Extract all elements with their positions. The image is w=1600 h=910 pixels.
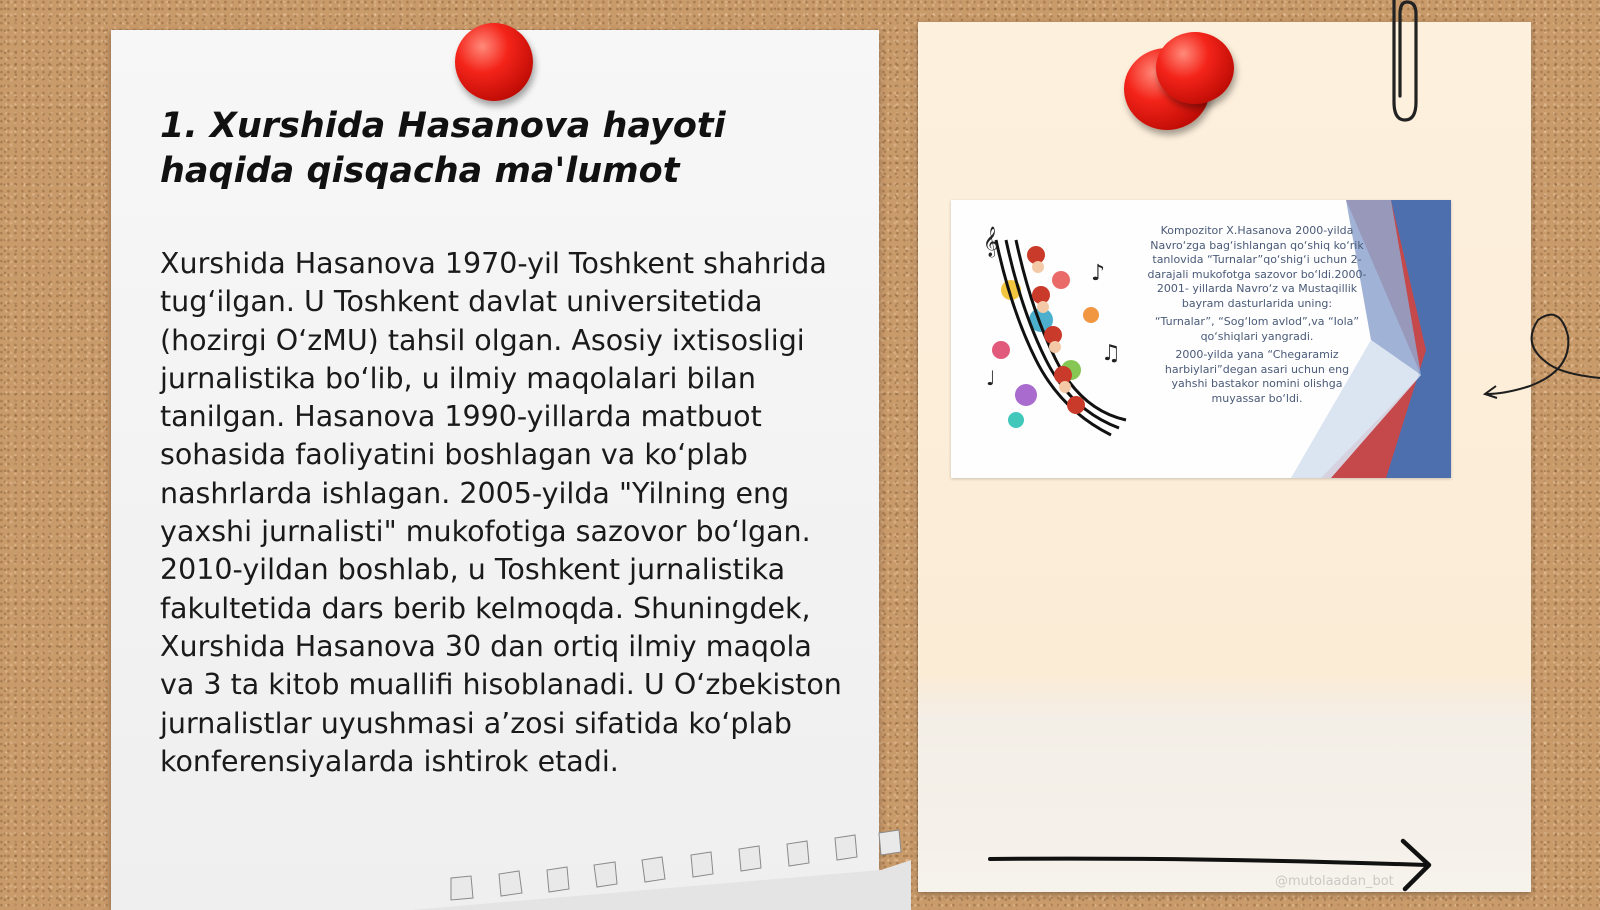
red-pushpin-right-front — [1156, 32, 1234, 104]
page-title: 1. Xurshida Hasanova hayoti haqida qisqacha ma'lumot — [160, 106, 726, 191]
svg-text:♩: ♩ — [986, 366, 996, 390]
watermark: @mutolaadan_bot — [1275, 874, 1394, 889]
red-pushpin-left — [455, 23, 533, 101]
paperclip-icon — [1378, 0, 1422, 125]
slide-paragraph-2: “Turnalar”, “Sog‘lom avlod”,va “Iola” qo‘shiqlari yangradi. — [1154, 315, 1360, 343]
svg-text:♫: ♫ — [1101, 341, 1121, 366]
string-doodle — [1480, 310, 1600, 410]
slide-paragraph-1: Kompozitor X.Hasanova 2000-yilda Navro‘zga bag‘ishlangan qo‘shiq ko‘rik tanlovida “Turnalar”qo‘shig‘i uchun 2-darajali mukofotga sazovor bo‘ldi.2000-2001- yillarda Navro‘z va Mustaqillik bayram dasturlarida uning: — [1147, 224, 1367, 310]
svg-text:𝄞: 𝄞 — [983, 227, 999, 257]
slide-image — [951, 200, 1451, 478]
svg-text:♪: ♪ — [1091, 261, 1106, 286]
torn-paper-edge — [411, 800, 911, 910]
slide-caption — [1146, 224, 1368, 410]
biography-text: Xurshida Hasanova 1970-yil Toshkent shahrida tug‘ilgan. U Toshkent davlat universitetida (hozirgi O‘zMU) tahsil olgan. Asosiy ixtisosligi jurnalistika bo‘lib, u ilmiy maqolalari bilan tanilgan. Hasanova 1990-yillarda matbuot sohasida faoliyatini boshlagan va ko‘plab nashrlarda ishlagan. 2005-yilda "Yilning eng yaxshi jurnalisti" mukofotiga sazovor bo‘lgan. 2010-yildan boshlab, u Toshkent jurnalistika fakultetida dars berib kelmoqda. Shuningdek, Xurshida Hasanova 30 dan ortiq ilmiy maqola va 3 ta kitob muallifi hisoblanadi. U O‘zbekiston jurnalistlar uyushmasi a’zosi sifatida ko‘plab konferensiyalarda ishtirok etadi. — [160, 247, 842, 778]
slide-paragraph-3: 2000-yilda yana “Chegaramiz harbiylari”degan asari uchun eng yahshi bastakor nomini olishga muyassar bo‘ldi. — [1164, 348, 1350, 405]
music-notes-illustration — [981, 220, 1131, 455]
